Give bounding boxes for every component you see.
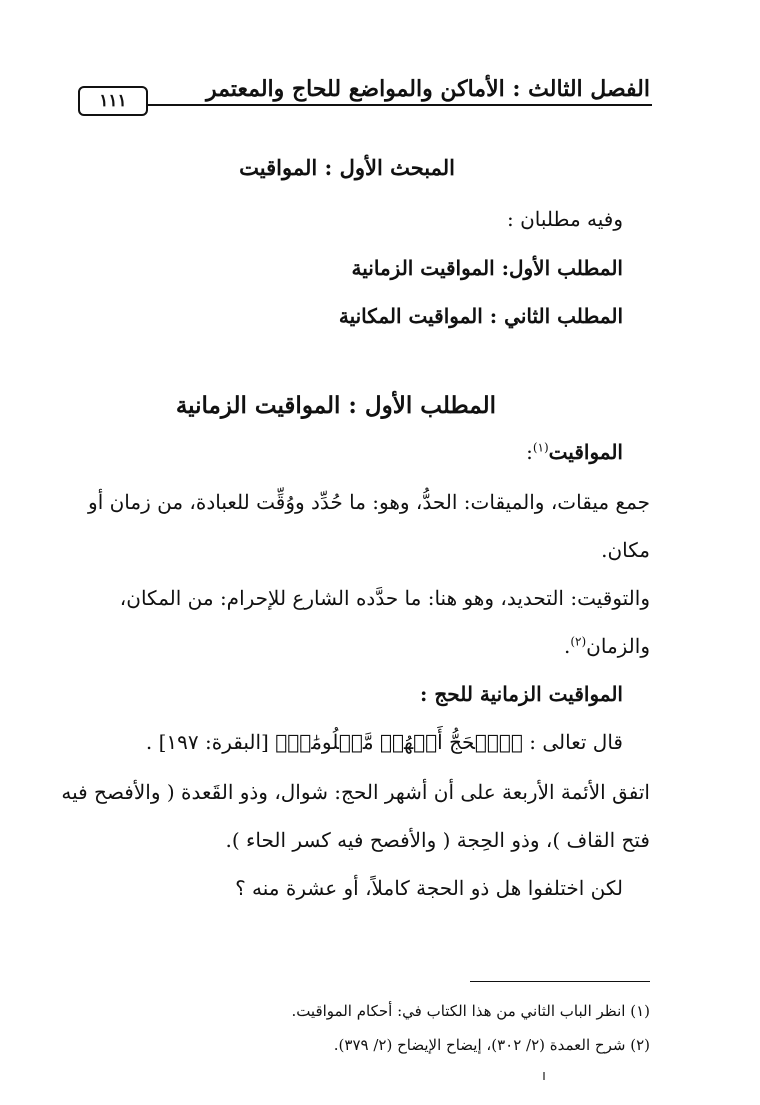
para2-line2 [564,634,650,658]
para2-line2-end: . [563,634,571,658]
intro-lead: وفيه مطلبان : [507,207,623,231]
section-title: المبحث الأول : المواقيت [239,155,455,180]
header-rule [80,104,652,106]
verse-line: قال تعالى : ﴿ٱلۡحَجُّ أَشۡهُرٞ مَّعۡلُومَٰتٞ﴾ [البقرة: ١٩٧] . [145,730,623,754]
footnote-2: (٢) شرح العمدة (٢/ ٣٠٢)، إيضاح الإيضاح (٢/ ٣٧٩). [333,1036,650,1054]
intro-item-1: المطلب الأول: المواقيت الزمانية [351,256,623,280]
para2-line1: والتوقيت: التحديد، وهو هنا: ما حدَّده الشارع للإحرام: من المكان، [119,586,650,610]
para1-line1: جمع ميقات، والميقات: الحدُّ، وهو: ما حُدِّد ووُقِّت للعبادة، من زمان أو [88,490,650,514]
subsection-title: المطلب الأول : المواقيت الزمانية [175,392,496,419]
footnote-1: (١) انظر الباب الثاني من هذا الكتاب في: أحكام المواقيت. [291,1002,650,1020]
mawaqit-heading: المواقيت [548,440,623,464]
footnote-ref-2: (٢) [570,634,587,649]
page-number: ١١١ [99,91,127,111]
para3-line1: اتفق الأئمة الأربعة على أن أشهر الحج: شوال، وذو القَعدة ( والأفصح فيه [61,780,650,804]
footnote-ref-1: (١) [532,440,549,455]
para3-line2: فتح القاف )، وذو الحِجة ( والأفصح فيه كسر الحاء ). [225,828,650,852]
hajj-heading: المواقيت الزمانية للحج : [420,682,623,706]
para4-line1: لكن اختلفوا هل ذو الحجة كاملاً، أو عشرة منه ؟ [235,876,623,900]
intro-item-2: المطلب الثاني : المواقيت المكانية [338,304,623,328]
para1-line2: مكان. [601,538,650,562]
mawaqit-colon: : [526,440,533,464]
running-header-title: الفصل الثالث : الأماكن والمواضع للحاج والمعتمر [206,76,650,102]
page-number-badge [78,86,148,116]
scan-speck [543,1072,545,1080]
para2-line2-text: والزمان [586,634,650,658]
mawaqit-heading-line [526,440,623,464]
footnote-rule [470,981,650,982]
